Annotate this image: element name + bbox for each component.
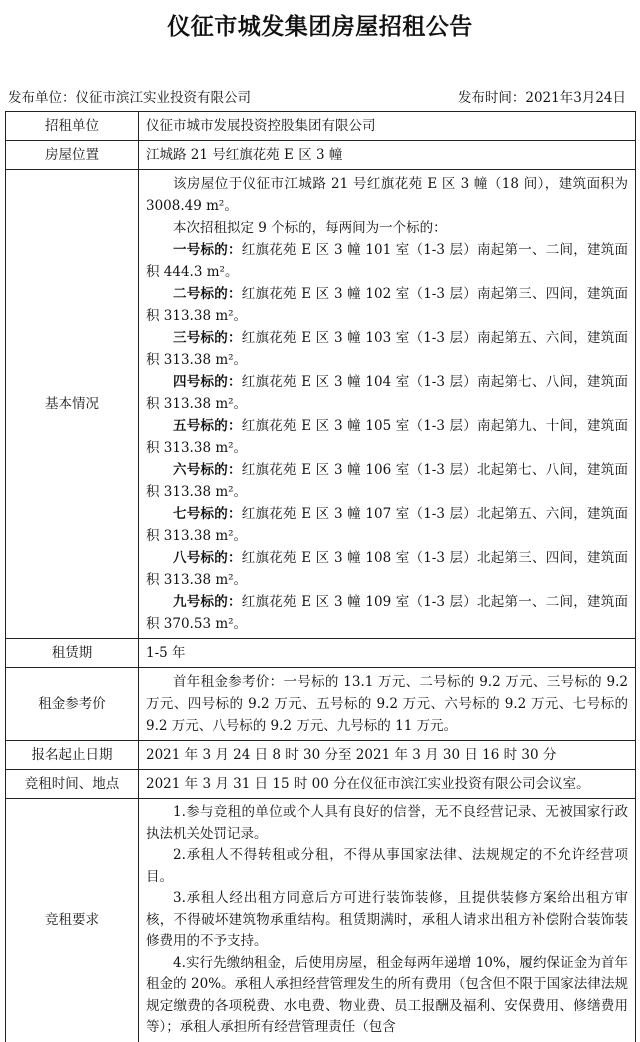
row-requirements [6, 799, 636, 1042]
bid-name: 七号标的： [173, 506, 242, 522]
row-signup [6, 741, 636, 770]
bid-item [146, 459, 628, 503]
bid-desc: 红旗花苑 E 区 3 幢 106 室（1-3 层）北起第七、八间，建筑面积 313.38 m²。 [146, 462, 628, 500]
bid-item [146, 371, 628, 415]
auction-label: 竞租时间、地点 [6, 770, 139, 799]
bid-desc: 红旗花苑 E 区 3 幢 102 室（1-3 层）南起第三、四间，建筑面积 313.38 m²。 [146, 286, 628, 324]
bid-desc: 红旗花苑 E 区 3 幢 107 室（1-3 层）北起第五、六间，建筑面积 313.38 m²。 [146, 506, 628, 544]
bid-name: 四号标的： [173, 374, 242, 390]
signup-value: 2021 年 3 月 24 日 8 时 30 分至 2021 年 3 月 30 日 16 时 30 分 [139, 741, 636, 770]
lessor-label: 招租单位 [6, 112, 139, 141]
requirement-item: 4.实行先缴纳租金，后使用房屋，租金每两年递增 10%，履约保证金为首年租金的 20%。承租人承担经营管理发生的所有费用（包含但不限于国家法律法规规定缴费的各项税费、水电费、物业费、员工报酬及福利、安保费用、修缮费用等）；承租人承担所有经营管理责任（包含 [146, 954, 628, 1035]
bid-name: 九号标的： [173, 594, 242, 610]
location-label: 房屋位置 [6, 141, 139, 170]
bid-name: 三号标的： [173, 330, 242, 346]
basic-intro-2: 本次招租拟定 9 个标的，每两间为一个标的： [173, 220, 447, 236]
requirement-item: 2.承租人不得转租或分租，不得从事国家法律、法规规定的不允许经营项目。 [146, 847, 628, 885]
bid-desc: 红旗花苑 E 区 3 幢 103 室（1-3 层）南起第五、六间，建筑面积 313.38 m²。 [146, 330, 628, 368]
basic-intro-1: 该房屋位于仪征市江城路 21 号红旗花苑 E 区 3 幢（18 间），建筑面积为 3008.49 m²。 [146, 176, 628, 214]
bid-desc: 红旗花苑 E 区 3 幢 108 室（1-3 层）北起第三、四间，建筑面积 313.38 m²。 [146, 550, 628, 588]
notice-table [5, 111, 636, 1042]
bid-item [146, 239, 628, 283]
requirements-value [139, 799, 636, 1042]
bid-item [146, 591, 628, 635]
publisher-line: 发布单位：仪征市滨江实业投资有限公司 [8, 90, 251, 106]
requirement-item: 1.参与竞租的单位或个人具有良好的信誉，无不良经营记录、无被国家行政执法机关处罚记录。 [146, 804, 628, 842]
bid-name: 五号标的： [173, 418, 242, 434]
bid-name: 一号标的： [173, 242, 242, 258]
bid-desc: 红旗花苑 E 区 3 幢 109 室（1-3 层）北起第一、二间，建筑面积 370.53 m²。 [146, 594, 628, 632]
signup-label: 报名起止日期 [6, 741, 139, 770]
rent-text: 首年租金参考价：一号标的 13.1 万元、二号标的 9.2 万元、三号标的 9.2 万元、四号标的 9.2 万元、五号标的 9.2 万元、六号标的 9.2 万元、七号标的 9.2 万元、八号标的 9.2 万元、九号标的 11 万元。 [146, 674, 628, 734]
bid-item [146, 415, 628, 459]
bid-item [146, 503, 628, 547]
term-value: 1-5 年 [139, 639, 636, 668]
row-location [6, 141, 636, 170]
bid-desc: 红旗花苑 E 区 3 幢 104 室（1-3 层）南起第七、八间，建筑面积 313.38 m²。 [146, 374, 628, 412]
bid-desc: 红旗花苑 E 区 3 幢 105 室（1-3 层）南起第九、十间，建筑面积 313.38 m²。 [146, 418, 628, 456]
row-basic [6, 170, 636, 639]
row-lessor [6, 112, 636, 141]
row-rent [6, 668, 636, 741]
bid-name: 八号标的： [173, 550, 242, 566]
publish-time: 发布时间：2021年3月24日 [457, 90, 626, 106]
basic-value [139, 170, 636, 639]
auction-value: 2021 年 3 月 31 日 15 时 00 分在仪征市滨江实业投资有限公司会议室。 [139, 770, 636, 799]
location-value: 江城路 21 号红旗花苑 E 区 3 幢 [139, 141, 636, 170]
rent-label: 租金参考价 [6, 668, 139, 741]
term-label: 租赁期 [6, 639, 139, 668]
requirements-label: 竞租要求 [6, 799, 139, 1042]
bid-item [146, 547, 628, 591]
page-title: 仪征市城发集团房屋招租公告 [167, 13, 473, 40]
bid-name: 二号标的： [173, 286, 242, 302]
lessor-value: 仪征市城市发展投资控股集团有限公司 [139, 112, 636, 141]
basic-label: 基本情况 [6, 170, 139, 639]
bid-name: 六号标的： [173, 462, 242, 478]
rent-value [139, 668, 636, 741]
requirement-item: 3.承租人经出租方同意后方可进行装饰装修，且提供装修方案给出租方审核，不得破坏建筑物承重结构。租赁期满时，承租人请求出租方补偿附合装饰装修费用的不予支持。 [146, 890, 628, 949]
row-term [6, 639, 636, 668]
bid-item [146, 283, 628, 327]
row-auction [6, 770, 636, 799]
bid-item [146, 327, 628, 371]
bid-desc: 红旗花苑 E 区 3 幢 101 室（1-3 层）南起第一、二间，建筑面积 444.3 m²。 [146, 242, 628, 280]
